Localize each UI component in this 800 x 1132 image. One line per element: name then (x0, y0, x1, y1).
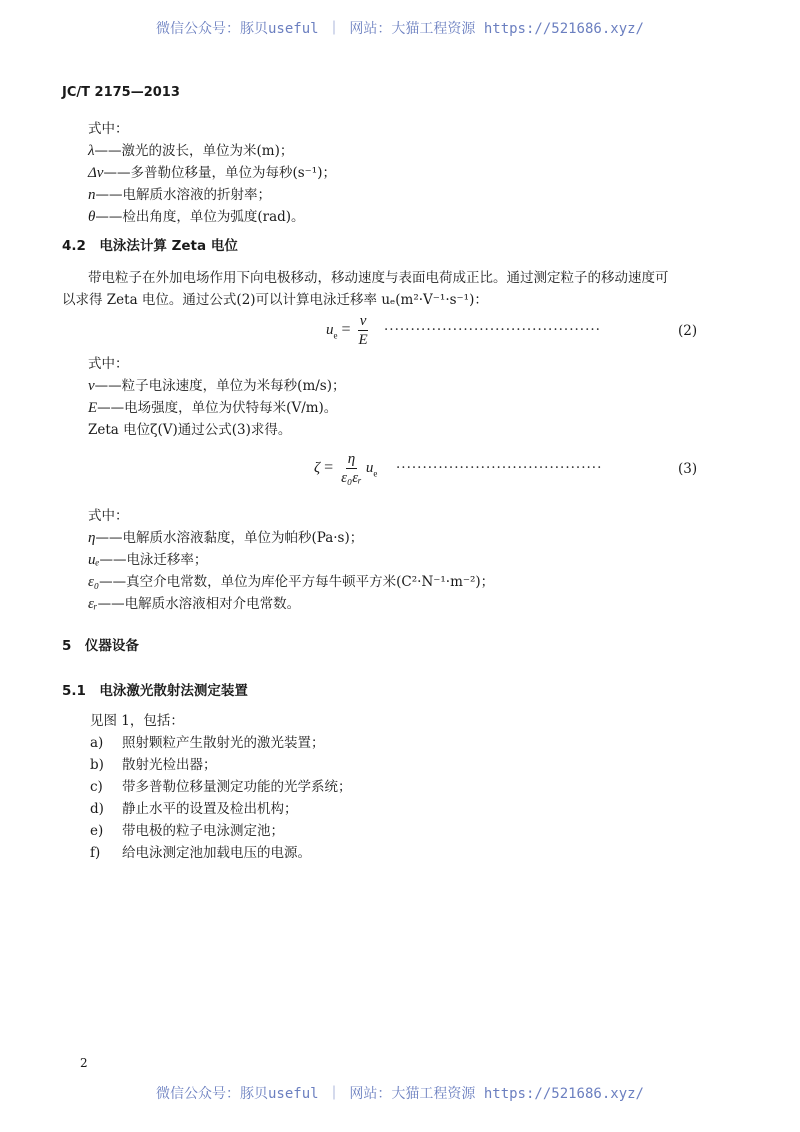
definition-item: v——粒子电泳速度，单位为米每秒(m/s)； (88, 378, 346, 394)
where-label: 式中： (88, 356, 129, 372)
paragraph: 带电粒子在外加电场作用下向电极移动，移动速度与表面电荷成正比。通过测定粒子的移动速度可 (88, 270, 669, 286)
definition-item: η——电解质水溶液黏度，单位为帕秒(Pa·s)； (88, 530, 364, 546)
definition-item: εᵣ——电解质水溶液相对介电常数。 (88, 596, 301, 612)
list-item: d) 静止水平的设置及检出机构； (90, 801, 298, 817)
list-item: f) 给电泳测定池加载电压的电源。 (90, 845, 311, 861)
section-heading-5: 5 仪器设备 (62, 638, 139, 654)
definition-item: uₑ——电泳迁移率； (88, 552, 208, 568)
paragraph: 以求得 Zeta 电位。通过公式(2)可以计算电泳迁移率 uₑ(m²·V⁻¹·s⁻¹)： (62, 292, 488, 308)
definition-item: n——电解质水溶液的折射率； (88, 187, 271, 203)
list-item: e) 带电极的粒子电泳测定池； (90, 823, 284, 839)
list-item: b) 散射光检出器； (90, 757, 217, 773)
definition-item: Δν——多普勒位移量，单位为每秒(s⁻¹)； (88, 165, 336, 181)
definition-item: θ——检出角度，单位为弧度(rad)。 (88, 209, 305, 225)
formula-2: $u_e$ = $\frac{v}{E}$ (326, 313, 368, 348)
list-intro: 见图 1，包括： (90, 713, 184, 729)
formula-number: (2) (678, 323, 698, 339)
list-item: c) 带多普勒位移量测定功能的光学系统； (90, 779, 352, 795)
definition-item: ε₀——真空介电常数，单位为库伦平方每牛顿平方米(C²·N⁻¹·m⁻²)； (88, 574, 495, 590)
definition-item: E——电场强度，单位为伏特每米(V/m)。 (88, 400, 338, 416)
watermark-top: 微信公众号：豚贝useful ｜ 网站：大猫工程资源 https://521686.xyz/ (155, 21, 644, 37)
document-code: JC/T 2175—2013 (62, 85, 180, 100)
page-number: 2 (80, 1056, 88, 1070)
watermark-bottom: 微信公众号：豚贝useful ｜ 网站：大猫工程资源 https://521686.xyz/ (155, 1086, 644, 1102)
definition-item: λ——激光的波长，单位为米(m)； (88, 143, 294, 159)
formula-number: (3) (678, 461, 698, 477)
formula-3: ζ = $\frac{\eta}{\text{ε₀εᵣ}}$ $u_e$ (314, 451, 378, 486)
where-label: 式中： (88, 508, 129, 524)
section-heading-4-2: 4.2 电泳法计算 Zeta 电位 (62, 238, 238, 254)
zeta-sentence: Zeta 电位ζ(V)通过公式(3)求得。 (88, 422, 292, 438)
where-label: 式中： (88, 121, 129, 137)
section-heading-5-1: 5.1 电泳激光散射法测定装置 (62, 683, 248, 699)
list-item: a) 照射颗粒产生散射光的激光装置； (90, 735, 325, 751)
